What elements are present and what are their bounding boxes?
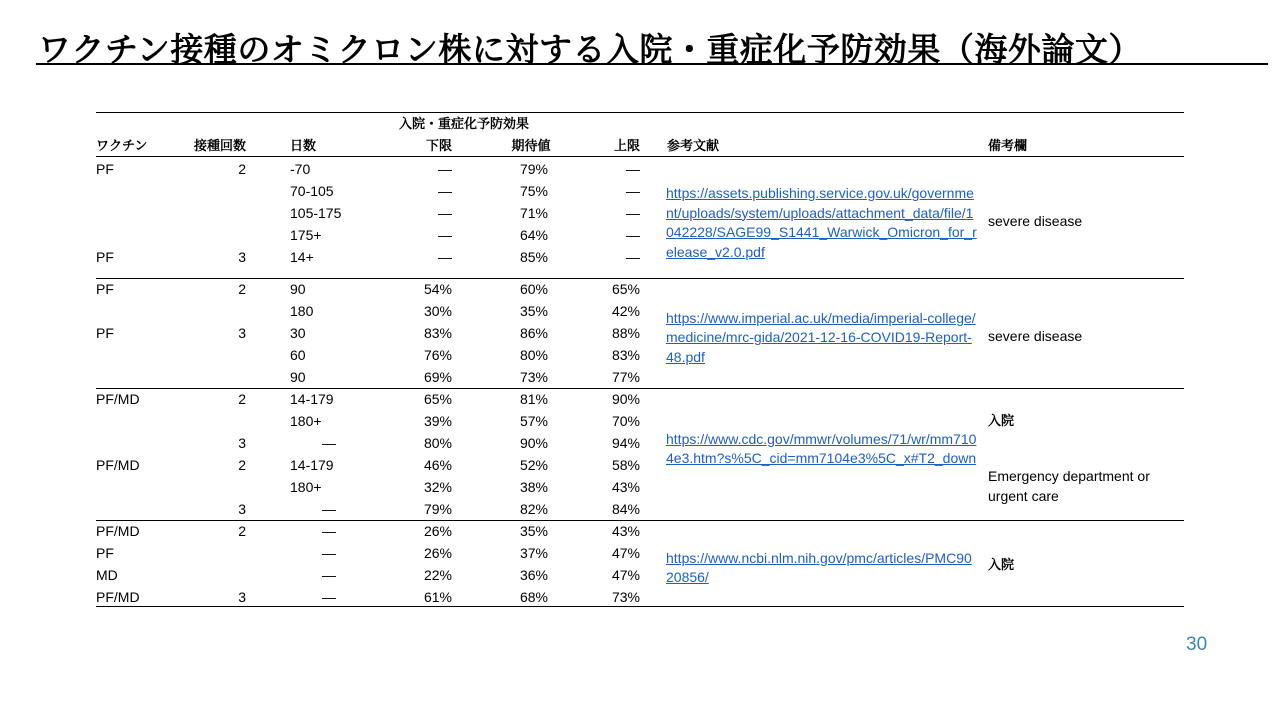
- cell-doses: 3: [238, 249, 246, 265]
- reference-link[interactable]: https://www.imperial.ac.uk/media/imperial-college/medicine/mrc-gida/2021-12-16-COVID19-Report-48.pdf: [666, 309, 976, 365]
- cell-vaccine: PF/MD: [96, 457, 140, 473]
- cell-days: —: [322, 501, 336, 517]
- cell-upper: —: [626, 205, 640, 221]
- header-rule: [96, 156, 1184, 157]
- cell-lower: 22%: [423, 567, 452, 583]
- cell-days: —: [322, 523, 336, 539]
- cell-upper: 47%: [611, 567, 640, 583]
- efficacy-table: [96, 112, 1184, 612]
- cell-expected: 90%: [519, 435, 548, 451]
- note-text: 入院: [988, 558, 1015, 573]
- cell-expected: 75%: [519, 183, 548, 199]
- cell-upper: 65%: [611, 281, 640, 297]
- reference-link[interactable]: https://www.cdc.gov/mmwr/volumes/71/wr/mm7104e3.htm?s%5C_cid=mm7104e3%5C_x#T2_down: [666, 430, 977, 467]
- cell-days: —: [322, 545, 336, 561]
- cell-lower: 39%: [423, 413, 452, 429]
- cell-doses: 3: [238, 501, 246, 517]
- cell-days: 180+: [290, 413, 322, 429]
- cell-days: 60: [290, 347, 306, 363]
- cell-expected: 68%: [519, 589, 548, 605]
- cell-upper: 90%: [611, 391, 640, 407]
- cell-upper: —: [626, 161, 640, 177]
- note-text: severe disease: [988, 213, 1083, 229]
- cell-vaccine: PF: [96, 281, 114, 297]
- header-reference: 参考文献: [667, 139, 720, 154]
- cell-expected: 71%: [519, 205, 548, 221]
- cell-vaccine: PF/MD: [96, 589, 140, 605]
- cell-lower: 30%: [423, 303, 452, 319]
- cell-days: 105-175: [290, 205, 342, 221]
- cell-vaccine: MD: [96, 567, 118, 583]
- cell-days: 14-179: [290, 391, 334, 407]
- group-rule: [96, 606, 1184, 607]
- cell-expected: 80%: [519, 347, 548, 363]
- cell-expected: 81%: [519, 391, 548, 407]
- cell-vaccine: PF: [96, 325, 114, 341]
- title-underline: [36, 63, 1268, 65]
- cell-upper: —: [626, 183, 640, 199]
- cell-vaccine: PF: [96, 161, 114, 177]
- reference-link[interactable]: https://assets.publishing.service.gov.uk/government/uploads/system/uploads/attachment_data/file/1042228/SAGE99_S1441_Warwick_Omicron_for_release_v2.0.pdf: [666, 185, 977, 260]
- cell-lower: 32%: [423, 479, 452, 495]
- cell-lower: 46%: [423, 457, 452, 473]
- cell-upper: 84%: [611, 501, 640, 517]
- cell-lower: 80%: [423, 435, 452, 451]
- cell-expected: 73%: [519, 369, 548, 385]
- cell-lower: 26%: [423, 545, 452, 561]
- cell-lower: —: [438, 205, 452, 221]
- cell-expected: 36%: [519, 567, 548, 583]
- cell-expected: 60%: [519, 281, 548, 297]
- cell-doses: 3: [238, 435, 246, 451]
- cell-upper: 58%: [611, 457, 640, 473]
- cell-expected: 38%: [519, 479, 548, 495]
- cell-doses: 3: [238, 325, 246, 341]
- cell-days: —: [322, 435, 336, 451]
- reference-link[interactable]: https://www.ncbi.nlm.nih.gov/pmc/articles/PMC9020856/: [666, 549, 972, 585]
- cell-upper: 42%: [611, 303, 640, 319]
- group-rule: [96, 278, 1184, 279]
- cell-lower: 26%: [423, 523, 452, 539]
- cell-days: 30: [290, 325, 306, 341]
- cell-upper: 77%: [611, 369, 640, 385]
- cell-vaccine: PF: [96, 545, 114, 561]
- cell-upper: 73%: [611, 589, 640, 605]
- header-expected: 期待値: [511, 139, 551, 154]
- note-text: severe disease: [988, 328, 1083, 344]
- cell-lower: 83%: [423, 325, 452, 341]
- cell-days: -70: [290, 161, 311, 177]
- cell-upper: 70%: [611, 413, 640, 429]
- cell-days: 90: [290, 281, 306, 297]
- cell-vaccine: PF/MD: [96, 391, 140, 407]
- header-doses: 接種回数: [194, 139, 247, 154]
- cell-days: 175+: [290, 227, 322, 243]
- cell-days: 90: [290, 369, 306, 385]
- cell-days: 14-179: [290, 457, 334, 473]
- cell-doses: 3: [238, 589, 246, 605]
- cell-expected: 57%: [519, 413, 548, 429]
- cell-days: 180+: [290, 479, 322, 495]
- cell-days: —: [322, 567, 336, 583]
- cell-expected: 35%: [519, 523, 548, 539]
- cell-days: 180: [290, 303, 314, 319]
- cell-upper: —: [626, 227, 640, 243]
- cell-upper: 88%: [611, 325, 640, 341]
- cell-vaccine: PF: [96, 249, 114, 265]
- cell-doses: 2: [238, 161, 246, 177]
- cell-expected: 85%: [519, 249, 548, 265]
- header-days: 日数: [290, 139, 317, 154]
- cell-lower: 79%: [423, 501, 452, 517]
- cell-expected: 82%: [519, 501, 548, 517]
- cell-doses: 2: [238, 457, 246, 473]
- cell-lower: —: [438, 183, 452, 199]
- cell-upper: 43%: [611, 523, 640, 539]
- page-number: 30: [1186, 634, 1208, 655]
- cell-upper: 43%: [611, 479, 640, 495]
- cell-upper: —: [626, 249, 640, 265]
- cell-lower: 69%: [423, 369, 452, 385]
- table-top-rule: [96, 112, 1184, 113]
- header-vaccine: ワクチン: [96, 139, 148, 154]
- page-title: ワクチン接種のオミクロン株に対する入院・重症化予防効果（海外論文）: [38, 30, 1142, 69]
- cell-expected: 52%: [519, 457, 548, 473]
- cell-days: 70-105: [290, 183, 334, 199]
- note-text: 入院: [988, 414, 1015, 429]
- cell-expected: 79%: [519, 161, 548, 177]
- cell-doses: 2: [238, 523, 246, 539]
- group-rule: [96, 520, 1184, 521]
- group-header: 入院・重症化予防効果: [398, 117, 529, 132]
- cell-expected: 35%: [519, 303, 548, 319]
- group-rule: [96, 388, 1184, 389]
- cell-doses: 2: [238, 281, 246, 297]
- cell-days: —: [322, 589, 336, 605]
- cell-vaccine: PF/MD: [96, 523, 140, 539]
- header-notes: 備考欄: [988, 139, 1028, 154]
- cell-expected: 86%: [519, 325, 548, 341]
- cell-lower: —: [438, 227, 452, 243]
- cell-lower: 61%: [423, 589, 452, 605]
- cell-lower: —: [438, 249, 452, 265]
- cell-doses: 2: [238, 391, 246, 407]
- header-upper: 上限: [613, 139, 640, 154]
- cell-lower: 65%: [423, 391, 452, 407]
- cell-expected: 64%: [519, 227, 548, 243]
- cell-days: 14+: [290, 249, 314, 265]
- cell-lower: —: [438, 161, 452, 177]
- cell-lower: 76%: [423, 347, 452, 363]
- cell-lower: 54%: [423, 281, 452, 297]
- header-lower: 下限: [425, 139, 452, 154]
- cell-upper: 94%: [611, 435, 640, 451]
- cell-expected: 37%: [519, 545, 548, 561]
- note-text: Emergency department or urgent care: [988, 468, 1150, 504]
- cell-upper: 83%: [611, 347, 640, 363]
- cell-upper: 47%: [611, 545, 640, 561]
